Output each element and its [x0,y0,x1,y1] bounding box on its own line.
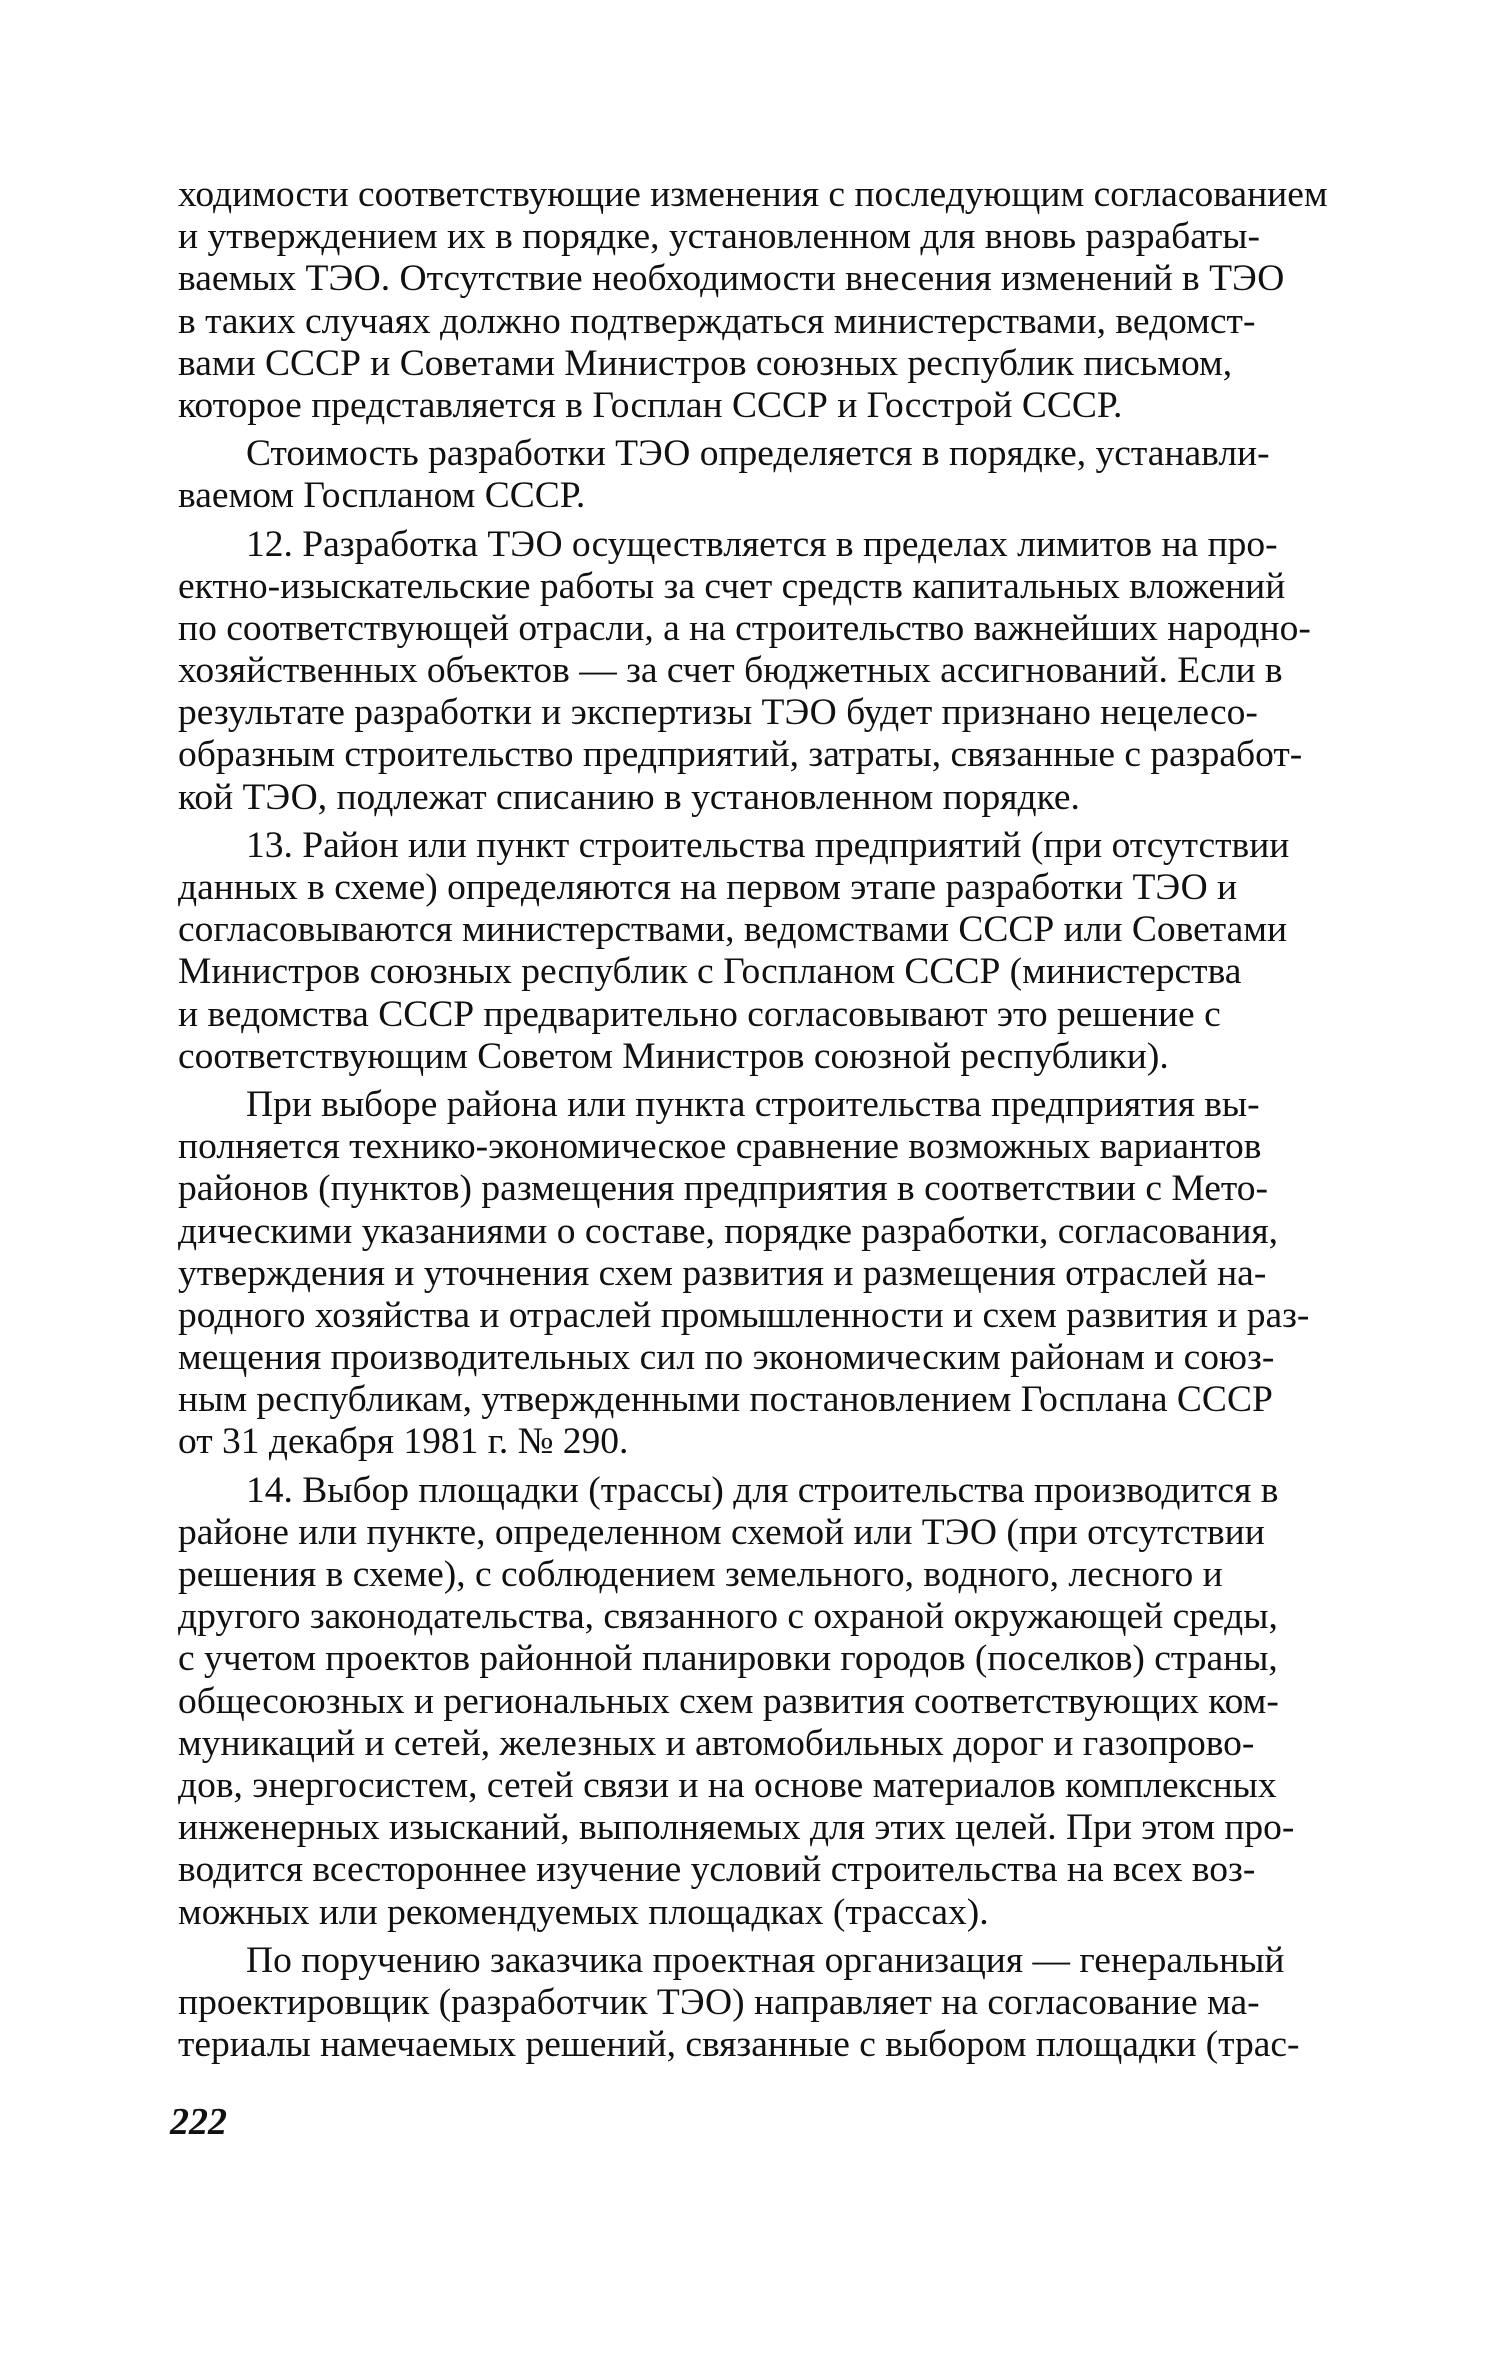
text-line: в таких случаях должно подтверждаться министерствами, ведомст- [178,300,1256,342]
text-line: общесоюзных и региональных схем развития соответствующих ком- [178,1680,1279,1722]
text-line: которое представляется в Госплан СССР и Госстрой СССР. [178,384,1123,426]
text-line: 13. Район или пункт строительства предприятий (при отсутствии [246,824,1290,866]
text-line: проектировщик (разработчик ТЭО) направляет на согласование ма- [178,1981,1260,2023]
paragraph [178,825,1340,1078]
text-line: Стоимость разработки ТЭО определяется в порядке, устанавли- [246,433,1270,475]
text-line: 14. Выбор площадки (трассы) для строительства производится в [246,1469,1279,1511]
text-line: полняется технико-экономическое сравнение возможных вариантов [178,1126,1262,1168]
text-line: утверждения и уточнения схем развития и размещения отраслей на- [178,1252,1267,1294]
text-line: ным республикам, утвержденными постановлением Госплана СССР [178,1379,1273,1421]
text-line: согласовываются министерствами, ведомствами СССР или Советами [178,909,1288,951]
text-line: решения в схеме), с соблюдением земельного, водного, лесного и [178,1554,1223,1595]
text-line: данных в схеме) определяются на первом этапе разработки ТЭО и [178,867,1238,908]
text-line: По поручению заказчика проектная организация — генеральный [246,1939,1285,1981]
paragraph [178,1470,1340,1934]
text-line: по соответствующей отрасли, а на строительство важнейших народно- [178,607,1311,649]
paragraph [178,433,1340,517]
text-line: дов, энергосистем, сетей связи и на основе материалов комплексных [178,1764,1277,1806]
text-line: дическими указаниями о составе, порядке разработки, согласования, [178,1210,1279,1252]
text-line: кой ТЭО, подлежат списанию в установленном порядке. [178,776,1080,818]
text-line: териалы намечаемых решений, связанные с выбором площадки (трас- [178,2024,1300,2066]
body-text [178,174,1340,2066]
text-line: образным строительство предприятий, затраты, связанные с разработ- [178,734,1303,776]
text-line: водится всестороннее изучение условий строительства на всех воз- [178,1849,1256,1891]
text-line: и ведомства СССР предварительно согласовывают это решение с [178,993,1221,1035]
text-line: хозяйственных объектов — за счет бюджетных ассигнований. Если в [178,650,1283,692]
text-line: и утверждением их в порядке, установленном для вновь разрабаты- [178,216,1260,258]
paragraph [178,1940,1340,2067]
text-line: инженерных изысканий, выполняемых для этих целей. При этом про- [178,1807,1295,1849]
text-line: от 31 декабря 1981 г. № 290. [178,1421,629,1463]
text-line: 12. Разработка ТЭО осуществляется в пределах лимитов на про- [246,523,1278,565]
text-line: мещения производительных сил по экономическим районам и союз- [178,1337,1275,1379]
text-line: ваемых ТЭО. Отсутствие необходимости внесения изменений в ТЭО [178,258,1285,300]
text-line: родного хозяйства и отраслей промышленности и схем развития и раз- [178,1294,1310,1336]
text-line: Министров союзных республик с Госпланом СССР (министерства [178,951,1242,993]
text-line: соответствующим Советом Министров союзной республики). [178,1035,1169,1077]
text-line: При выборе района или пункта строительства предприятия вы- [246,1083,1260,1125]
text-line: можных или рекомендуемых площадках (трассах). [178,1891,989,1933]
text-line: ектно-изыскательские работы за счет средств капитальных вложений [178,565,1286,607]
page-number: 222 [170,2101,227,2143]
text-line: результате разработки и экспертизы ТЭО будет признано нецелесо- [178,692,1258,734]
text-line: вами СССР и Советами Министров союзных республик письмом, [178,342,1233,384]
text-line: муникаций и сетей, железных и автомобильных дорог и газопрово- [178,1722,1255,1764]
text-line: районе или пункте, определенном схемой или ТЭО (при отсутствии [178,1511,1265,1553]
text-line: с учетом проектов районной планировки городов (поселков) страны, [178,1638,1278,1680]
text-line: ваемом Госпланом СССР. [178,475,586,517]
text-line: другого законодательства, связанного с охраной окружающей среды, [178,1596,1278,1638]
paragraph [178,524,1340,819]
text-line: районов (пунктов) размещения предприятия в соответствии с Мето- [178,1168,1269,1210]
paragraph [178,174,1340,427]
text-line: ходимости соответствующие изменения с последующим согласованием [178,174,1328,215]
paragraph [178,1084,1340,1464]
